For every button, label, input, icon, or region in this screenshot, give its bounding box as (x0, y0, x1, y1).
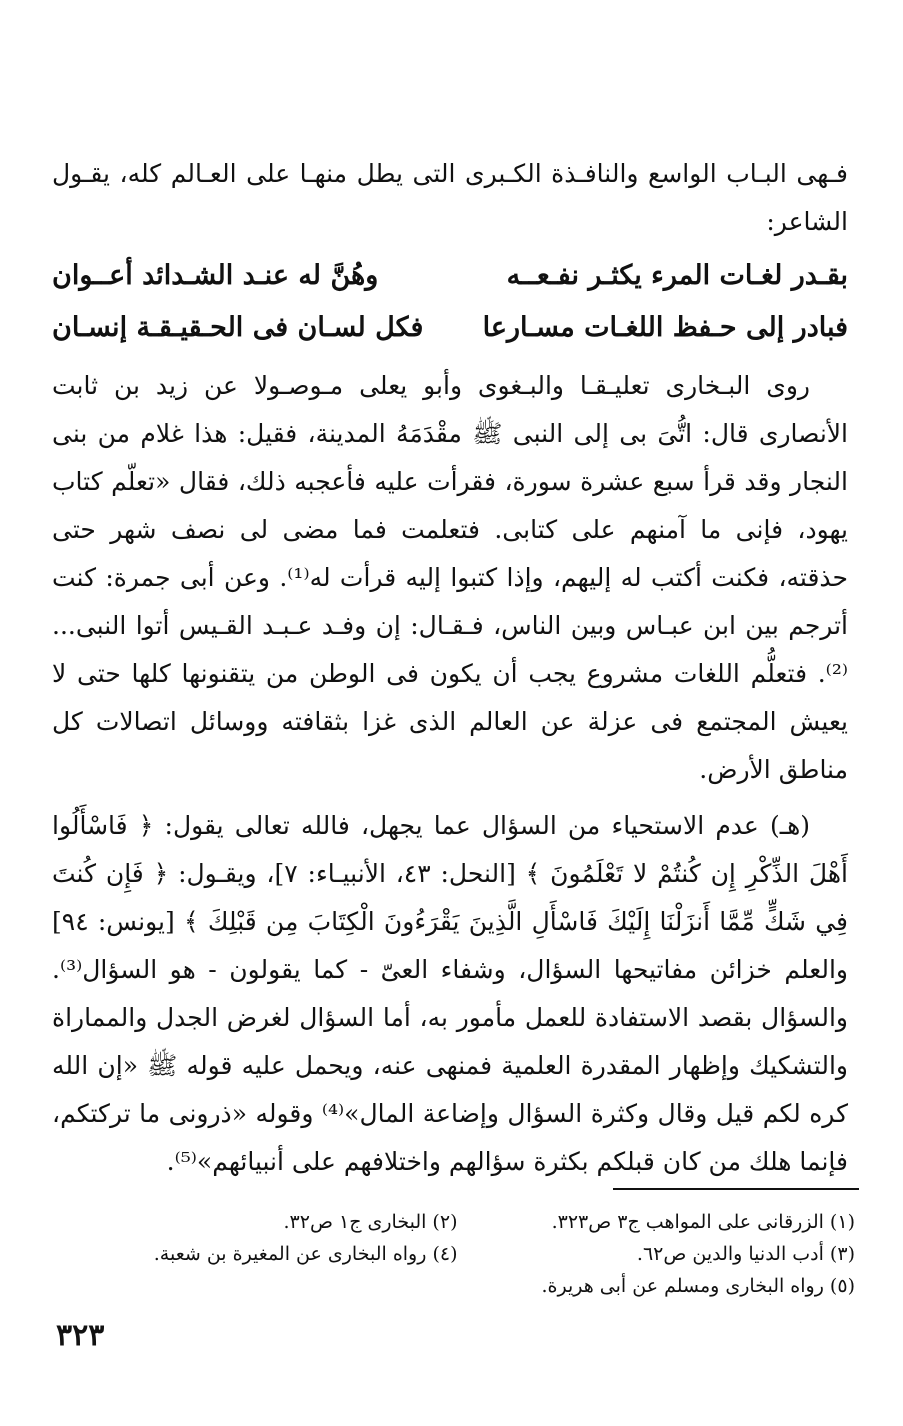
footnote: (٥) رواه البخارى ومسلم عن أبى هريرة. (541, 1275, 855, 1297)
page-number: ٣٢٣ (56, 1318, 105, 1353)
footnotes (60, 1206, 855, 1302)
poem (52, 250, 848, 354)
poem-line (52, 302, 848, 354)
footnote-row (60, 1238, 855, 1270)
footnote-divider (613, 1188, 859, 1190)
paragraph-asking: (هـ) عدم الاستحياء من السؤال عما يجهل، فالله تعالى يقول: ﴿ فَاسْأَلُوا أَهْلَ الذِّكْرِ إِن كُنتُمْ لا تَعْلَمُونَ ﴾ [النحل: ٤٣، الأنبيـاء: ٧]، ويقـول: ﴿ فَإِن كُنتَ فِي شَكٍّ مِّمَّا أَنزَلْنَا إِلَيْكَ فَاسْأَلِ الَّذِينَ يَقْرَءُونَ الْكِتَابَ مِن قَبْلِكَ ﴾ [يونس: ٩٤] والعلم خزائن مفاتيحها السؤال، وشفاء العىّ - كما يقولون - هو السؤال⁽³⁾. والسؤال بقصد الاستفادة للعمل مأمور به، أما السؤال لغرض الجدل والمماراة والتشكيك وإظهار المقدرة العلمية فمنهى عنه، ويحمل عليه قوله ﷺ «إن الله كره لكم قيل وقال وكثرة السؤال وإضاعة المال»⁽⁴⁾ وقوله «ذرونى ما تركتكم، فإنما هلك من كان قبلكم بكثرة سؤالهم واختلافهم على أنبيائهم»⁽⁵⁾. (52, 811, 848, 1176)
main-text (52, 150, 848, 1186)
footnote-row (60, 1270, 855, 1302)
footnote: (١) الزرقانى على المواهب ج٣ ص٣٢٣. (551, 1211, 855, 1233)
footnote-row (60, 1206, 855, 1238)
intro-paragraph: فـهى البـاب الواسع والنافـذة الكـبرى التى يطل منهـا على العـالم كله، يقـول الشاعر: (52, 159, 848, 236)
paragraph-translation: روى البـخارى تعليـقـا والبـغوى وأبو يعلى مـوصـولا عن زيد بن ثابت الأنصارى قال: اتُّىَ بى إلى النبى ﷺ مقْدَمَهُ المدينة، فقيل: هذا غلام من بنى النجار وقد قرأ سبع عشرة سورة، فقرأت عليه فأعجبه ذلك، فقال «تعلّم كتاب يهود، فإنى ما آمنهم على كتابى. فتعلمت فما مضى لى نصف شهر حتى حذقته، فكنت أكتب له إليهم، وإذا كتبوا إليه قرأت له⁽¹⁾. وعن أبى جمرة: كنت أترجم بين ابن عبـاس وبين الناس، فـقـال: إن وفـد عـبـد القـيس أتوا النبى...⁽²⁾. فتعلُّم اللغات مشروع يجب أن يكون فى الوطن من يتقنونها كلها حتى لا يعيش المجتمع فى عزلة عن العالم الذى غزا بثقافته ووسائل اتصالات كل مناطق الأرض. (52, 371, 848, 784)
footnote: (٣) أدب الدنيا والدين ص٦٢. (636, 1243, 855, 1265)
poem-hemistich: فبادر إلى حـفظ اللغـات مسـارعا (482, 312, 848, 343)
poem-hemistich: بقـدر لغـات المرء يكثـر نفـعــه (506, 260, 848, 291)
footnote: (٤) رواه البخارى عن المغيرة بن شعبة. (153, 1243, 458, 1265)
footnote: (٢) البخارى ج١ ص٣٢. (283, 1211, 458, 1233)
poem-hemistich: فكل لسـان فى الحـقيـقـة إنسـان (52, 312, 424, 343)
poem-hemistich: وهُنَّ له عنـد الشـدائد أعــوان (52, 260, 379, 291)
poem-line (52, 250, 848, 302)
